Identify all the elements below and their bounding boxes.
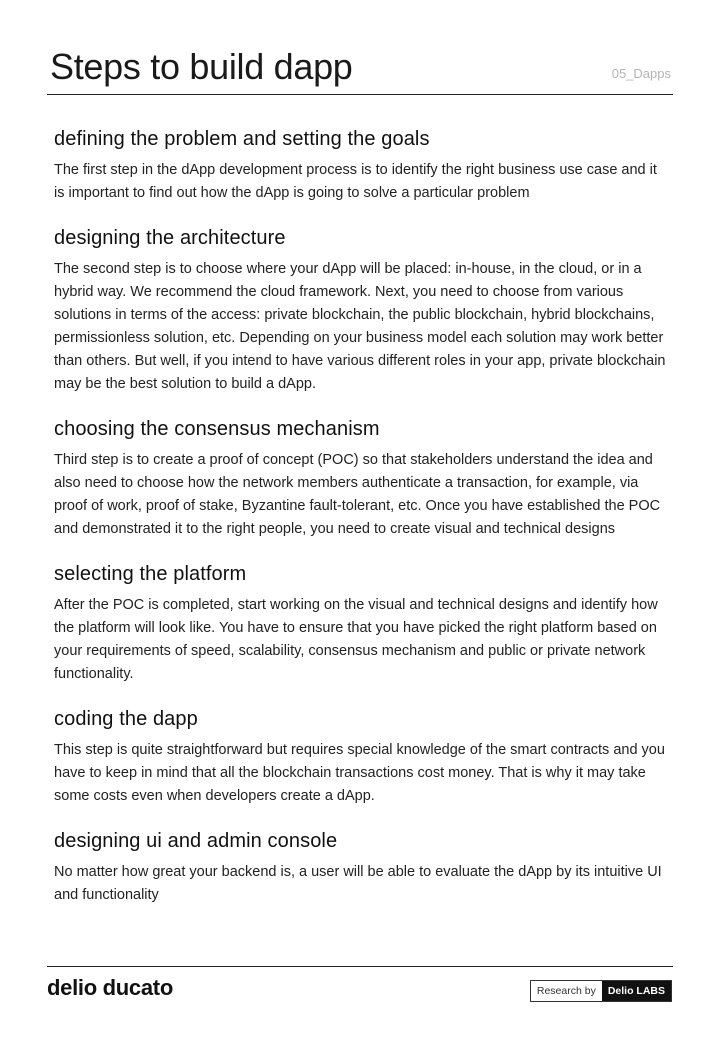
section-designing-ui [54,830,670,907]
section-body: The second step is to choose where your dApp will be placed: in-house, in the cloud, or in a hybrid way. We recommend the cloud framework. Next, you need to choose from various solutions in terms of the access: private blockchain, the public blockchain, hybrid blockchains, permissionless solution, etc. Depending on your business model each solution may work better than others. But well, if you intend to have various different roles in your app, private blockchain may be the best solution to build a dApp. [54,261,666,392]
section-heading: selecting the platform [54,563,247,585]
section-defining-problem [54,128,670,205]
badge-brand: Delio LABS [602,981,671,1001]
section-heading: defining the problem and setting the goals [54,128,430,150]
section-heading: coding the dapp [54,708,198,730]
badge-label: Research by [531,981,602,1001]
research-badge [530,980,672,1002]
section-body: This step is quite straightforward but requires special knowledge of the smart contracts and you have to keep in mind that all the blockchain transactions cost money. That is why it may take some costs even when developers create a dApp. [54,742,665,804]
section-selecting-platform [54,563,670,686]
brand-logo: delio ducato [47,975,173,1000]
page-title: Steps to build dapp [50,46,353,87]
footer-divider [47,966,673,967]
section-heading: designing ui and admin console [54,830,338,852]
section-coding-dapp [54,708,670,808]
section-designing-architecture [54,227,670,396]
section-consensus-mechanism [54,418,670,541]
section-body: The first step in the dApp development process is to identify the right business use case and it is important to find out how the dApp is going to solve a particular problem [54,162,657,201]
section-tag: 05_Dapps [611,66,671,81]
section-body: No matter how great your backend is, a user will be able to evaluate the dApp by its intuitive UI and functionality [54,864,662,903]
section-body: After the POC is completed, start working on the visual and technical designs and identify how the platform will look like. You have to ensure that you have picked the right platform based on your requirements of speed, scalability, consensus mechanism and public or private network functionality. [54,597,658,682]
section-heading: designing the architecture [54,227,286,249]
section-body: Third step is to create a proof of concept (POC) so that stakeholders understand the idea and also need to choose how the network members authenticate a transaction, for example, via proof of work, proof of stake, Byzantine fault-tolerant, etc. Once you have established the POC and demonstrated it to the right people, you need to create visual and technical designs [54,452,661,537]
section-heading: choosing the consensus mechanism [54,418,380,440]
content-body [54,128,670,929]
page-header [47,44,673,95]
